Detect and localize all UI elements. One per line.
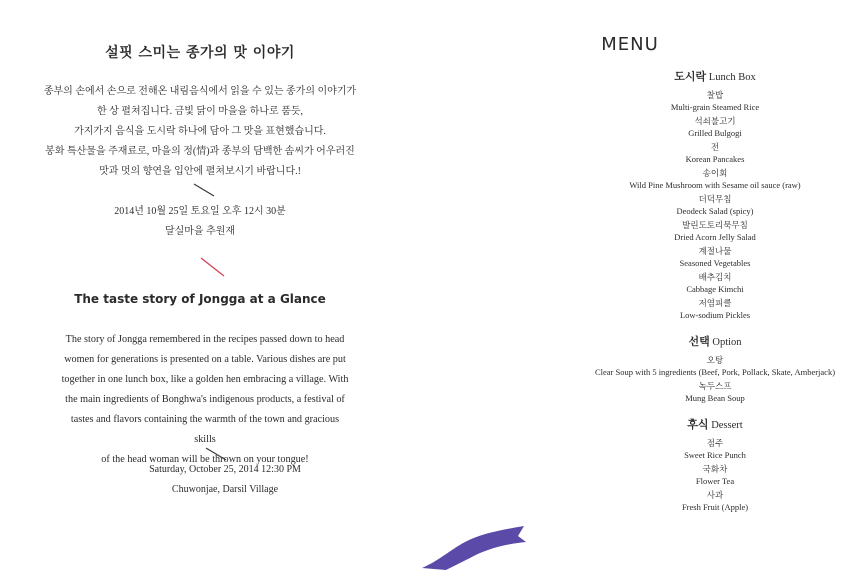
section-title-en: Option [712, 337, 742, 348]
menu-item [565, 355, 865, 378]
item-name-en: Dried Acorn Jelly Salad [674, 232, 756, 242]
english-intro-line: of the head woman will be thrown on your tongue! [101, 454, 309, 465]
english-intro-line: together in one lunch box, like a golden hen embracing a village. With [61, 374, 349, 385]
item-name-en: Cabbage Kimchi [686, 284, 744, 294]
item-name-ko: 배추김치 [698, 273, 732, 283]
section-title-ko: 도시락 [674, 70, 707, 83]
menu-title: MENU [601, 34, 659, 55]
event-date-en: Saturday, October 25, 2014 12:30 PM [149, 464, 301, 475]
english-intro-line: the main ingredients of Bonghwa's indigenous products, a festival of [65, 394, 345, 405]
item-name-ko: 오탕 [706, 356, 724, 366]
korean-intro-line: 종부의 손에서 손으로 전해온 내림음식에서 읽을 수 있는 종가의 이야기가 [43, 86, 357, 97]
korean-intro-line: 가지가지 음식을 도시락 하나에 담아 그 맛을 표현했습니다. [74, 126, 326, 137]
event-place-en: Chuwonjae, Darsil Village [171, 484, 279, 495]
item-name-ko: 송이회 [702, 169, 728, 179]
menu-item [565, 272, 865, 295]
section-title-en: Lunch Box [708, 72, 756, 83]
item-name-en: Clear Soup with 5 ingredients (Beef, Pork, Pollack, Skate, Amberjack) [594, 367, 836, 377]
menu-section-option [565, 333, 865, 349]
menu-item [565, 90, 865, 113]
dash-divider-icon [192, 182, 218, 198]
menu-item [565, 220, 865, 243]
item-name-en: Mung Bean Soup [685, 393, 745, 403]
item-name-ko: 계절나물 [698, 247, 732, 257]
item-name-en: Sweet Rice Punch [684, 450, 746, 460]
menu-item [565, 246, 865, 269]
section-title-ko: 후식 [687, 418, 709, 431]
korean-intro [30, 82, 370, 182]
item-name-en: Fresh Fruit (Apple) [681, 502, 749, 512]
section-title-en: Dessert [711, 420, 743, 431]
left-page [0, 0, 400, 570]
menu-item [565, 490, 865, 513]
event-date-ko: 2014년 10월 25일 토요일 오후 12시 30분 [114, 206, 286, 217]
item-name-en: Korean Pancakes [685, 154, 745, 164]
menu-item [565, 381, 865, 404]
menu-item [565, 168, 865, 191]
item-name-ko: 사과 [706, 491, 724, 501]
korean-intro-line: 봉화 특산물을 주재료로, 마을의 정(情)과 종부의 담백한 솜씨가 어우러진 [45, 146, 355, 157]
item-name-ko: 점주 [706, 439, 724, 449]
menu-list [565, 62, 865, 513]
event-place-ko: 달실마을 추원재 [164, 226, 236, 237]
english-title: The taste story of Jongga at a Glance [74, 292, 326, 306]
item-name-en: Deodeck Salad (spicy) [676, 206, 754, 216]
english-intro-line: women for generations is presented on a table. Various dishes are put [64, 354, 346, 365]
purple-ribbon-icon [420, 520, 530, 570]
menu-section-dessert [565, 416, 865, 432]
menu-section-lunch-box [565, 68, 865, 84]
menu-item [565, 438, 865, 461]
item-name-ko: 저염피클 [698, 299, 732, 309]
item-name-en: Wild Pine Mushroom with Sesame oil sauce (raw) [629, 180, 801, 190]
item-name-ko: 찰밥 [706, 91, 724, 101]
item-name-ko: 석쇠불고기 [694, 117, 736, 127]
right-page [400, 0, 836, 570]
english-intro-line: tastes and flavors containing the warmth of the town and gracious skills [70, 414, 340, 445]
item-name-ko: 발린도토리묵무침 [682, 221, 748, 231]
korean-intro-line: 한 상 펼쳐집니다. 금빛 닭이 마을을 하나로 품듯, [96, 106, 304, 117]
korean-title: 설핏 스미는 종가의 맛 이야기 [105, 45, 295, 61]
korean-intro-line: 맛과 멋의 향연을 입안에 펼쳐보시기 바랍니다.! [99, 166, 301, 177]
item-name-en: Seasoned Vegetables [679, 258, 751, 268]
item-name-ko: 국화차 [702, 465, 728, 475]
menu-item [565, 298, 865, 321]
item-name-en: Low-sodium Pickles [679, 310, 751, 320]
red-dash-accent-icon [199, 256, 227, 278]
menu-item [565, 464, 865, 487]
menu-item [565, 142, 865, 165]
item-name-en: Multi-grain Steamed Rice [670, 102, 760, 112]
menu-item [565, 116, 865, 139]
section-title-ko: 선택 [688, 335, 710, 348]
item-name-ko: 전 [710, 143, 720, 153]
item-name-en: Grilled Bulgogi [688, 128, 742, 138]
dash-divider-icon [204, 446, 230, 462]
menu-item [565, 194, 865, 217]
item-name-ko: 더덕무침 [698, 195, 732, 205]
item-name-ko: 녹두스프 [698, 382, 732, 392]
item-name-en: Flower Tea [695, 476, 735, 486]
english-intro-line: The story of Jongga remembered in the recipes passed down to head [65, 334, 345, 345]
